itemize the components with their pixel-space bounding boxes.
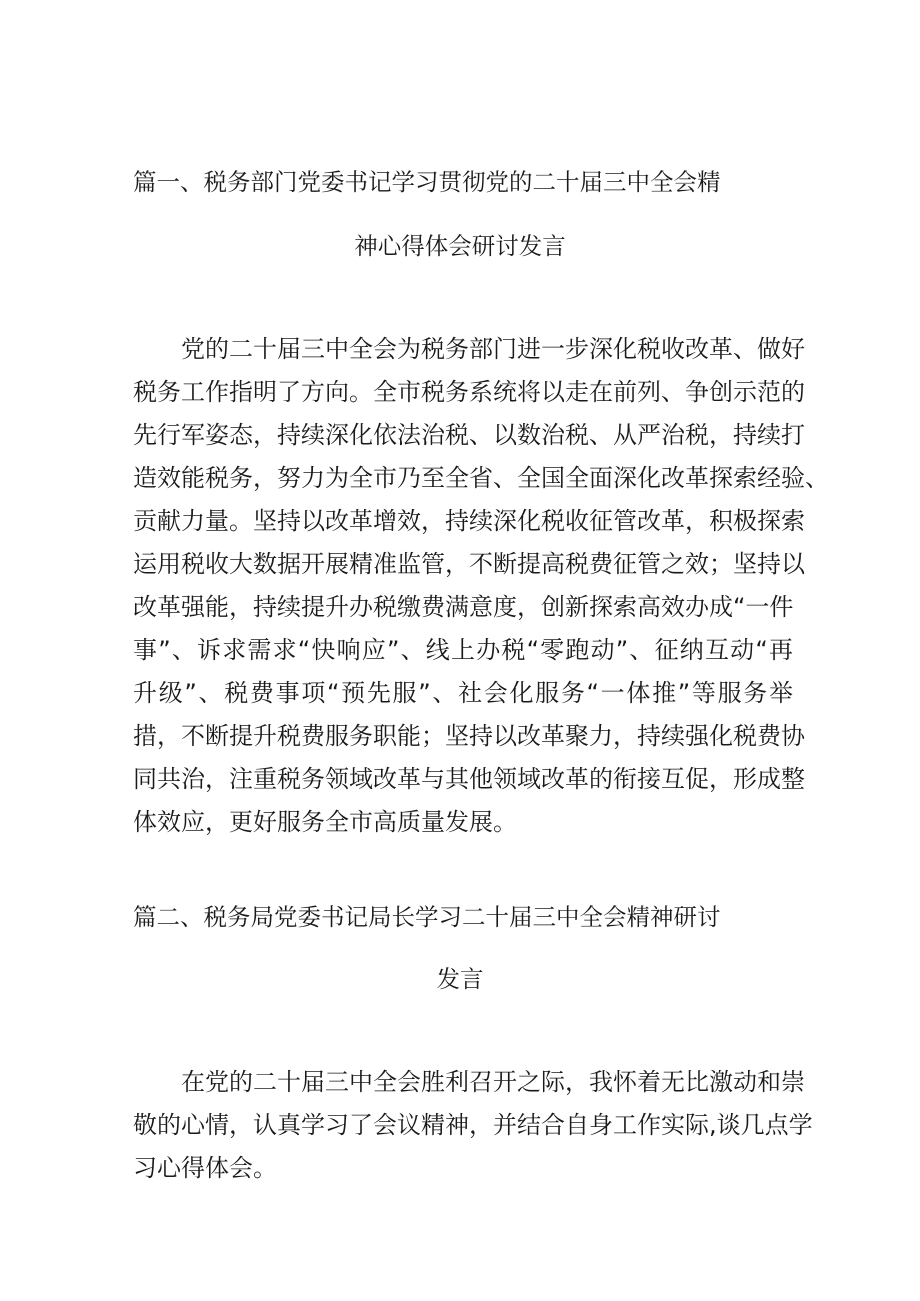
paragraph-line: 体效应，更好服务全市高质量发展。 xyxy=(133,808,517,836)
paragraph-line: 税务工作指明了方向。全市税务系统将以走在前列、争创示范的 xyxy=(133,378,805,406)
paragraph-line: 先行军姿态，持续深化依法治税、以数治税、从严治税，持续打 xyxy=(133,421,805,449)
paragraph-line: 造效能税务，努力为全市乃至全省、全国全面深化改革探索经验、 xyxy=(133,464,829,492)
section1-title-line2: 神心得体会研讨发言 xyxy=(354,232,566,260)
section2-title-line1: 篇二、税务局党委书记局长学习二十届三中全会精神研讨 xyxy=(133,903,721,931)
paragraph-line: 敬的心情，认真学习了会议精神，并结合自身工作实际,谈几点学 xyxy=(133,1111,813,1139)
paragraph-line: 贡献力量。坚持以改革增效，持续深化税收征管改革，积极探索 xyxy=(133,507,805,535)
paragraph-line: 措，不断提升税费服务职能；坚持以改革聚力，持续强化税费协 xyxy=(133,722,805,750)
paragraph-line: 在党的二十届三中全会胜利召开之际，我怀着无比激动和崇 xyxy=(181,1068,805,1096)
paragraph-line: 运用税收大数据开展精准监管，不断提高税费征管之效；坚持以 xyxy=(133,550,805,578)
paragraph-line: 党的二十届三中全会为税务部门进一步深化税收改革、做好 xyxy=(181,335,805,363)
section1-title-line1: 篇一、税务部门党委书记学习贯彻党的二十届三中全会精 xyxy=(133,168,721,196)
section2-title-line2: 发言 xyxy=(436,965,484,993)
paragraph-line: 习心得体会。 xyxy=(133,1154,277,1182)
paragraph-line: 升级”、税费事项“预先服”、社会化服务“一体推”等服务举 xyxy=(133,679,793,707)
paragraph-line: 改革强能，持续提升办税缴费满意度，创新探索高效办成“一件 xyxy=(133,593,794,621)
paragraph-line: 事”、诉求需求“快响应”、线上办税“零跑动”、征纳互动“再 xyxy=(133,636,793,664)
paragraph-line: 同共治，注重税务领域改革与其他领域改革的衔接互促，形成整 xyxy=(133,765,805,793)
